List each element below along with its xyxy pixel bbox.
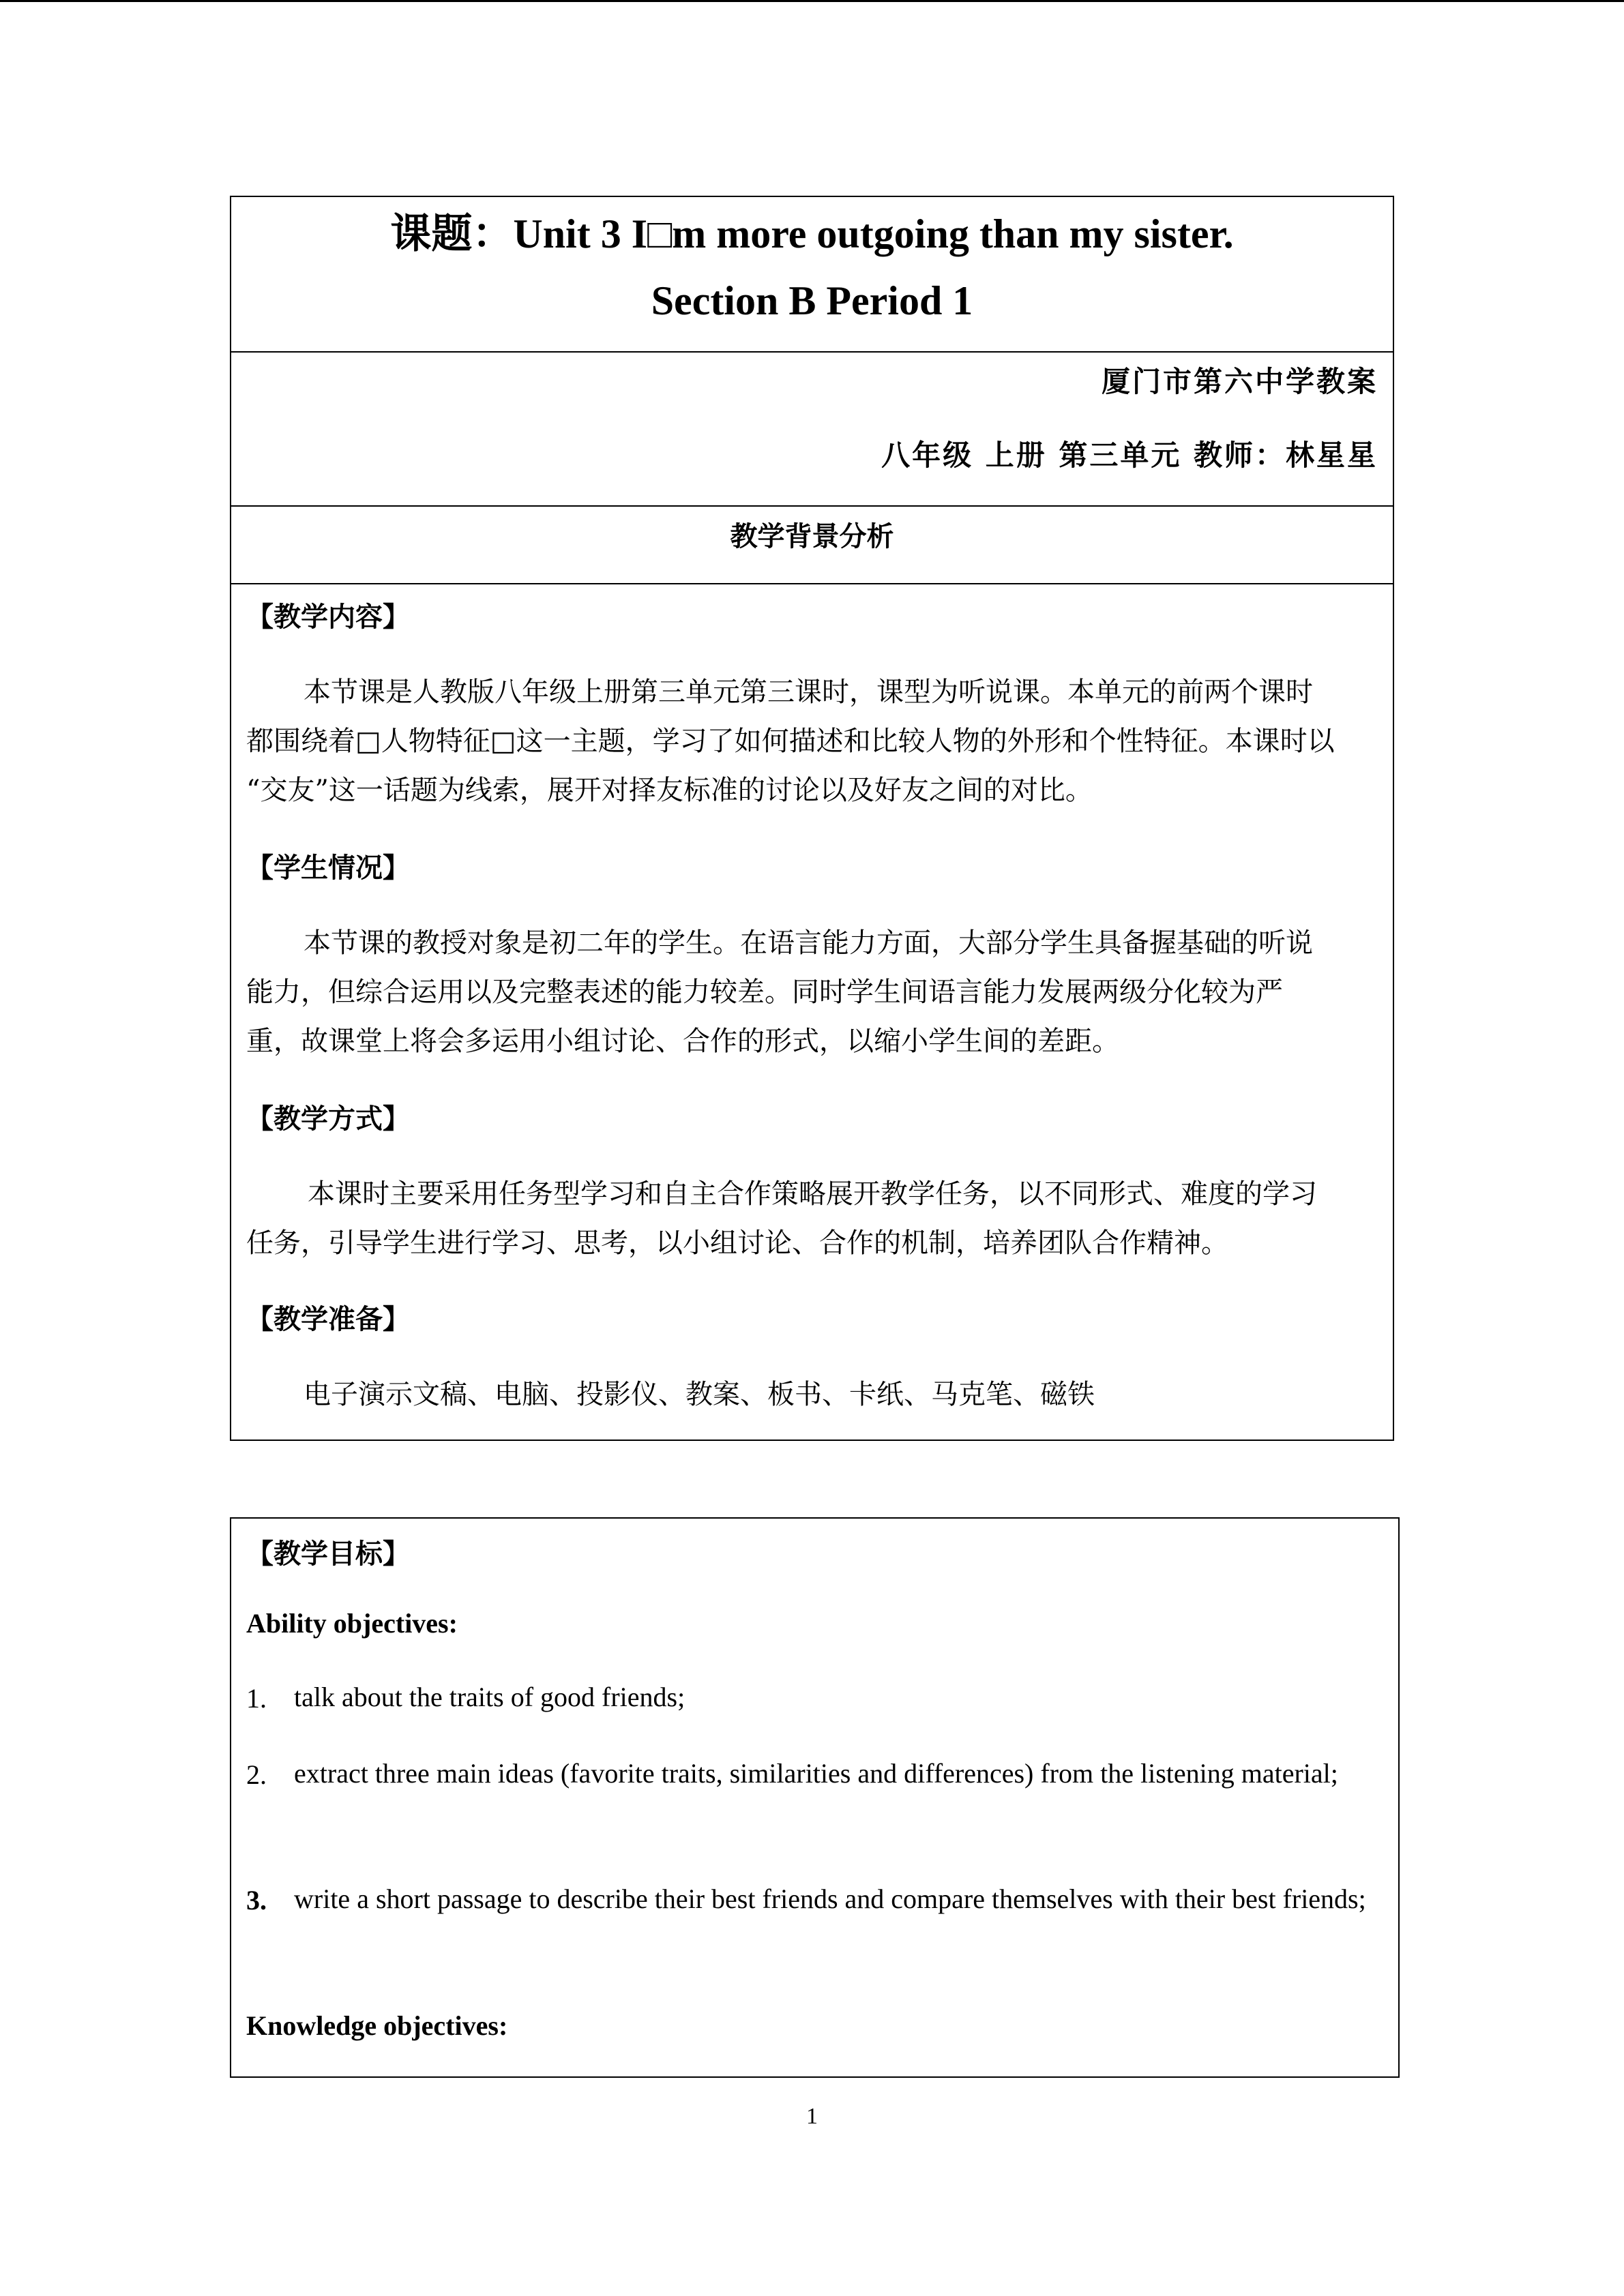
content-line: 都围绕着□人物特征□这一主题，学习了如何描述和比较人物的外形和个性特征。本课时以: [246, 726, 1335, 757]
row-divider: [231, 351, 1393, 353]
objective-number: 2.: [246, 1759, 267, 1790]
methods-line: 任务，引导学生进行学习、思考，以小组讨论、合作的机制，培养团队合作精神。: [246, 1227, 1228, 1259]
objective-number: 1.: [246, 1683, 267, 1714]
page-top-border: [0, 0, 1624, 2]
school-name: 厦门市第六中学教案: [1101, 365, 1378, 398]
row-divider: [231, 583, 1393, 584]
objective-text: extract three main ideas (favorite traits, similarities and differences) from the listening material;: [294, 1758, 1338, 1789]
objectives-heading: 【教学目标】: [246, 1538, 410, 1570]
objective-text: write a short passage to describe their best friends and compare themselves with their best friends;: [294, 1883, 1366, 1914]
content-heading: 【教学内容】: [246, 601, 410, 633]
lesson-header-table: [230, 196, 1394, 1441]
content-line: 本节课是人教版八年级上册第三单元第三课时，课型为听说课。本单元的前两个课时: [304, 676, 1313, 708]
students-line: 能力，但综合运用以及完整表述的能力较差。同时学生间语言能力发展两级分化较为严: [246, 976, 1283, 1008]
objectives-table: [230, 1517, 1400, 2078]
students-line: 重，故课堂上将会多运用小组讨论、合作的形式，以缩小学生间的差距。: [246, 1026, 1119, 1057]
row-divider: [231, 505, 1393, 507]
knowledge-objectives-heading: Knowledge objectives:: [246, 2010, 508, 2041]
background-heading: 教学背景分析: [730, 521, 894, 552]
students-line: 本节课的教授对象是初二年的学生。在语言能力方面，大部分学生具备握基础的听说: [304, 927, 1313, 959]
page-number: 1: [806, 2104, 818, 2129]
lesson-meta: 八年级 上册 第三单元 教师：林星星: [881, 438, 1378, 472]
prep-heading: 【教学准备】: [246, 1304, 410, 1335]
students-heading: 【学生情况】: [246, 852, 410, 884]
objective-number: 3.: [246, 1885, 267, 1915]
objective-text: talk about the traits of good friends;: [294, 1682, 685, 1712]
prep-line: 电子演示文稿、电脑、投影仪、教案、板书、卡纸、马克笔、磁铁: [304, 1379, 1095, 1410]
lesson-subtitle: Section B Period 1: [651, 278, 973, 323]
methods-heading: 【教学方式】: [246, 1103, 410, 1135]
content-line: “交友”这一话题为线索，展开对择友标准的讨论以及好友之间的对比。: [246, 775, 1093, 806]
lesson-title: 课题：Unit 3 I□m more outgoing than my sister.: [390, 211, 1234, 256]
ability-objectives-heading: Ability objectives:: [246, 1608, 458, 1639]
methods-line: 本课时主要采用任务型学习和自主合作策略展开教学任务，以不同形式、难度的学习: [308, 1178, 1317, 1210]
